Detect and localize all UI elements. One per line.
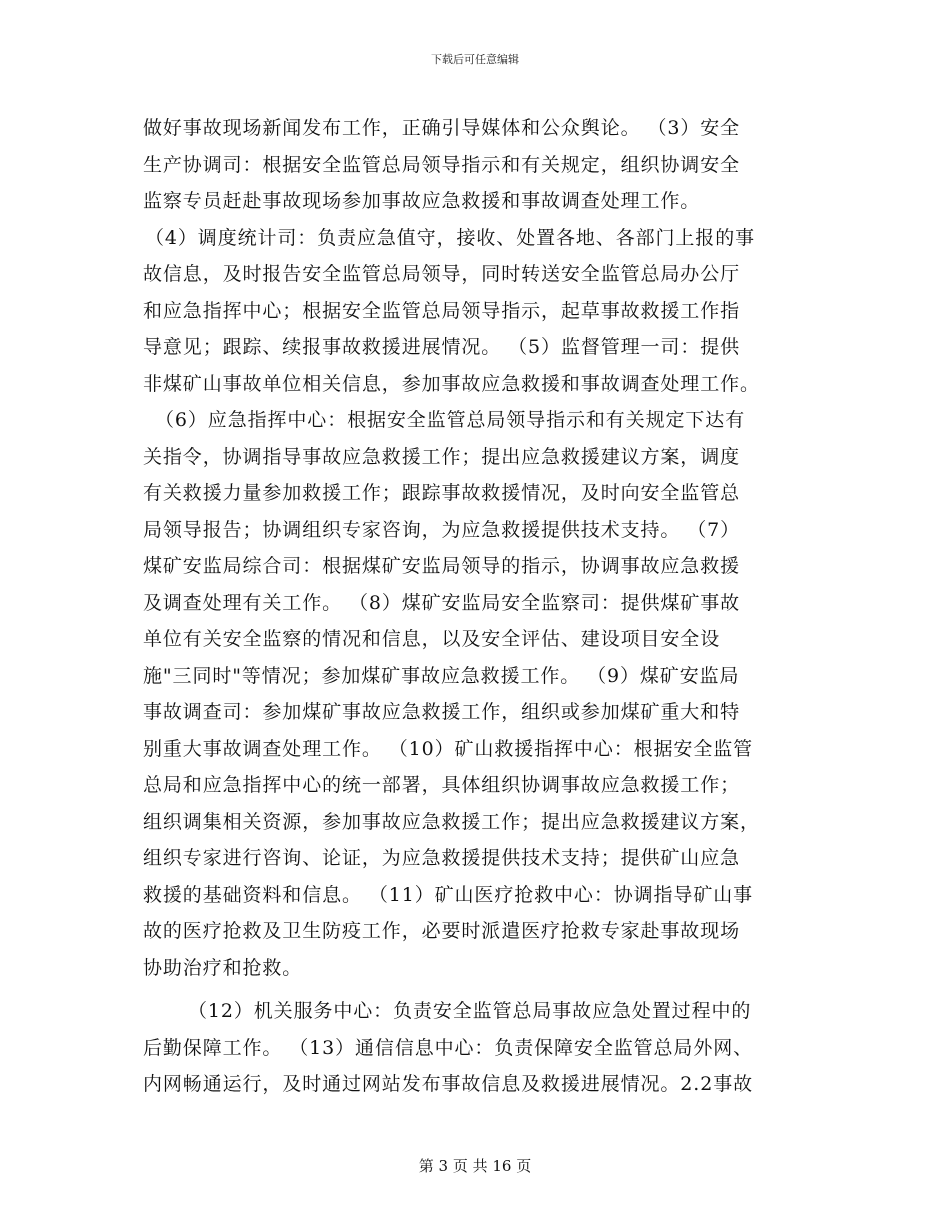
page-header: 下载后可任意编辑 (431, 53, 519, 66)
text-line: 别重大事故调查处理工作。 （10）矿山救援指挥中心：根据安全监管 (143, 737, 754, 760)
text-line: 关指令，协调指导事故应急救援工作；提出应急救援建议方案，调度 (143, 445, 741, 468)
text-line: 煤矿安监局综合司：根据煤矿安监局领导的指示，协调事故应急救援 (143, 555, 741, 577)
text-line: 组织调集相关资源，参加事故应急救援工作；提出应急救援建议方案， (143, 810, 760, 833)
text-line: 单位有关安全监察的情况和信息，以及安全评估、建设项目安全设 (143, 628, 721, 650)
text-line: 协助治疗和抢救。 (143, 956, 303, 979)
text-line: （4）调度统计司：负责应急值守，接收、处置各地、各部门上报的事 (145, 226, 755, 249)
text-line: （6）应急指挥中心：根据安全监管总局领导指示和有关规定下达有 (155, 409, 746, 431)
text-line: 生产协调司：根据安全监管总局领导指示和有关规定，组织协调安全 (143, 153, 741, 176)
text-line: 组织专家进行咨询、论证，为应急救援提供技术支持；提供矿山应急 (143, 847, 741, 869)
text-line: 施"三同时"等情况；参加煤矿事故应急救援工作。 （9）煤矿安监局 (143, 664, 740, 687)
document-body (143, 110, 803, 1103)
text-line: 事故调查司：参加煤矿事故应急救援工作，组织或参加煤矿重大和特 (143, 701, 741, 723)
text-line: 导意见；跟踪、续报事故救援进展情况。 （5）监督管理一司：提供 (143, 336, 741, 358)
page-number-footer: 第 3 页 共 16 页 (418, 1157, 532, 1175)
text-line: 故的医疗抢救及卫生防疫工作，必要时派遣医疗抢救专家赴事故现场 (143, 920, 741, 942)
paragraph-start-line: （12）机关服务中心：负责安全监管总局事故应急处置过程中的 (188, 1000, 752, 1022)
text-line: 故信息，及时报告安全监管总局领导，同时转送安全监管总局办公厅 (143, 263, 741, 285)
text-line: 后勤保障工作。 （13）通信信息中心：负责保障安全监管总局外网、 (143, 1036, 754, 1059)
text-line: 及调查处理有关工作。 （8）煤矿安监局安全监察司：提供煤矿事故 (143, 591, 741, 614)
text-line: 做好事故现场新闻发布工作，正确引导媒体和公众舆论。 （3）安全 (143, 117, 741, 139)
text-line: 有关救援力量参加救援工作；跟踪事故救援情况，及时向安全监管总 (143, 482, 741, 504)
text-line: 救援的基础资料和信息。 （11）矿山医疗抢救中心：协调指导矿山事 (143, 883, 754, 906)
text-line: 非煤矿山事故单位相关信息，参加事故应急救援和事故调查处理工作。 (143, 372, 760, 395)
text-line: 监察专员赶赴事故现场参加事故应急救援和事故调查处理工作。 (143, 190, 701, 212)
text-line: 内网畅通运行，及时通过网站发布事故信息及救援进展情况。2.2事故 (143, 1073, 754, 1095)
text-line: 和应急指挥中心；根据安全监管总局领导指示，起草事故救援工作指 (143, 299, 741, 322)
text-line: 局领导报告；协调组织专家咨询，为应急救援提供技术支持。 （7） (143, 518, 741, 541)
text-line: 总局和应急指挥中心的统一部署，具体组织协调事故应急救援工作； (143, 774, 741, 796)
